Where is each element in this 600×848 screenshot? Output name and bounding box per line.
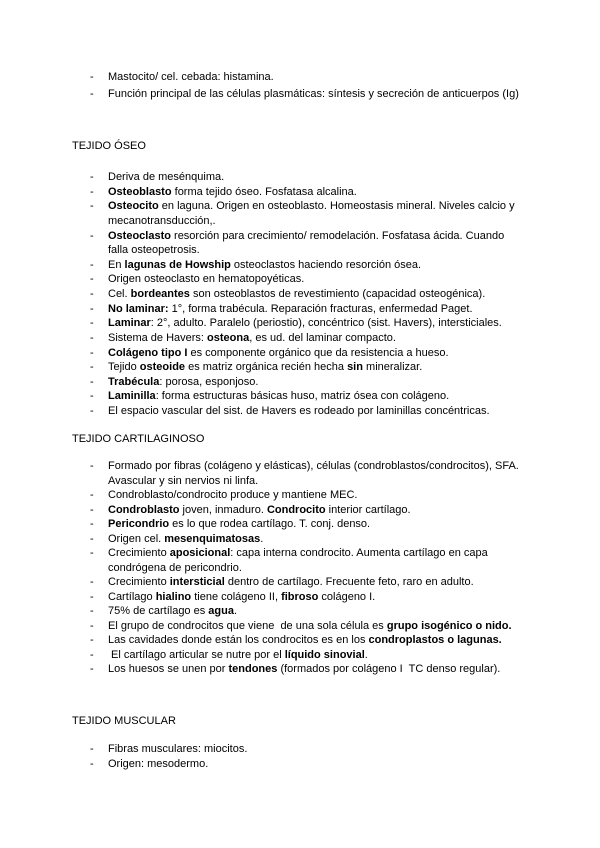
item-line (108, 170, 578, 185)
list-item (90, 302, 578, 317)
item-line (108, 633, 578, 648)
list-item (90, 375, 578, 390)
list-item (90, 662, 578, 677)
bullet-marker: - (90, 258, 94, 271)
item-text: Condroblasto/condrocito produce y mantiene MEC. (108, 489, 358, 501)
bold-term: lagunas de Howship (124, 258, 231, 271)
bold-term: Colágeno tipo I (108, 346, 188, 359)
bullet-marker: - (90, 185, 94, 198)
item-line (108, 360, 578, 375)
item-text: interior cartílago. (325, 503, 411, 516)
item-line (108, 375, 578, 390)
bullet-marker: - (90, 273, 94, 286)
item-text: mineralizar. (362, 361, 423, 374)
item-text: : forma estructuras básicas huso, matriz ósea con colágeno. (155, 390, 450, 403)
bullet-marker: - (90, 171, 94, 183)
section-heading-oseo: TEJIDO ÓSEO (72, 140, 146, 152)
item-text: en laguna. Origen en osteoblasto. Homeostasis mineral. Niveles calcio y (158, 200, 515, 213)
list-item (90, 360, 578, 375)
item-line (108, 243, 578, 258)
list-item (90, 199, 578, 228)
item-text: Cel. (108, 288, 131, 300)
bold-term: sin (347, 361, 363, 374)
bold-term: condroplastos o lagunas. (368, 634, 502, 646)
item-text: Función principal de las células plasmáticas: síntesis y secreción de anticuerpos (Ig) (108, 87, 519, 100)
list-item (90, 272, 578, 287)
bold-term: bordeantes (130, 288, 190, 300)
bold-term: Osteoclasto (108, 229, 171, 242)
item-line (108, 287, 578, 302)
bullet-marker: - (90, 576, 94, 588)
item-text: En (108, 258, 125, 271)
item-text: Mastocito/ cel. cebada: histamina. (108, 71, 274, 83)
item-text: Deriva de mesénquima. (108, 171, 225, 183)
item-line (108, 532, 578, 547)
item-text: Los huesos se unen por (108, 663, 229, 675)
bold-term: Osteocito (108, 200, 159, 213)
list-item (90, 648, 578, 663)
bullet-marker: - (90, 331, 94, 344)
item-line (108, 648, 578, 663)
list-muscular (90, 742, 578, 771)
bold-term: líquido sinovial (284, 648, 365, 661)
item-line (108, 272, 578, 287)
item-text: Origen: mesodermo. (108, 757, 209, 770)
item-line (108, 517, 578, 532)
bold-term: agua (208, 605, 234, 617)
item-text: Formado por fibras (colágeno y elásticas), células (condroblastos/condrocitos), SFA. (108, 460, 519, 472)
item-text: Crecimiento (108, 547, 170, 559)
bold-term: fibroso (281, 590, 319, 603)
list-item (90, 575, 578, 590)
item-line (108, 86, 578, 103)
list-item (90, 346, 578, 361)
bullet-marker: - (90, 634, 94, 646)
bullet-marker: - (90, 288, 94, 300)
item-text: : capa interna condrocito. Aumenta cartílago en capa (230, 547, 488, 559)
list-item (90, 404, 578, 419)
item-line (108, 546, 578, 561)
item-text: 75% de cartílago es (108, 605, 209, 617)
item-line (108, 561, 578, 576)
item-line (108, 258, 578, 273)
item-text: mecanotransducción,. (108, 214, 216, 227)
bold-term: tendones (228, 663, 278, 675)
list-item (90, 742, 578, 757)
item-line (108, 229, 578, 244)
item-line (108, 302, 578, 317)
list-item (90, 229, 578, 258)
item-text: dentro de cartílago. Frecuente feto, raro en adulto. (224, 576, 474, 588)
bold-term: aposicional (169, 547, 231, 559)
bold-term: Osteoblasto (108, 185, 172, 198)
bullet-marker: - (90, 489, 94, 501)
bullet-marker: - (90, 547, 94, 559)
item-line (108, 575, 578, 590)
item-text: El espacio vascular del sist. de Havers es rodeado por laminillas concéntricas. (108, 405, 490, 417)
list-item (90, 287, 578, 302)
bullet-marker: - (90, 619, 94, 632)
item-text: resorción para crecimiento/ remodelación. Fosfatasa ácida. Cuando (170, 229, 505, 242)
bold-term: No laminar: (108, 302, 169, 315)
item-line (108, 331, 578, 346)
bullet-marker: - (90, 302, 94, 315)
bullet-marker: - (90, 361, 94, 374)
list-item (90, 170, 578, 185)
item-line (108, 459, 578, 474)
bullet-marker: - (90, 648, 94, 661)
bullet-marker: - (90, 71, 94, 83)
bullet-marker: - (90, 200, 94, 213)
item-line (108, 214, 578, 229)
bold-term: Condrocito (266, 503, 326, 516)
item-text: forma tejido óseo. Fosfatasa alcalina. (171, 185, 357, 198)
bullet-marker: - (90, 390, 94, 403)
item-text: El cartílago articular se nutre por el (108, 648, 285, 661)
bold-term: Trabécula (108, 375, 160, 388)
item-line (108, 69, 578, 86)
bold-term: grupo isogénico o nido. (386, 619, 512, 632)
item-text: , es ud. del laminar compacto. (249, 331, 396, 344)
list-item (90, 316, 578, 331)
item-line (108, 316, 578, 331)
item-text: es componente orgánico que da resistencia a hueso. (187, 346, 449, 359)
item-text: es matriz orgánica recién hecha (185, 361, 348, 374)
list-item (90, 185, 578, 200)
bullet-marker: - (90, 743, 94, 755)
item-text: Origen osteoclasto en hematopoyéticas. (108, 273, 305, 286)
item-text: : porosa, esponjoso. (159, 375, 259, 388)
item-text: son osteoblastos de revestimiento (capacidad osteogénica). (189, 288, 486, 300)
list-item (90, 604, 578, 619)
bullet-marker: - (90, 503, 94, 516)
bold-term: osteona (207, 331, 250, 344)
bold-term: Pericondrio (108, 518, 170, 530)
item-line (108, 662, 578, 677)
item-text: Las cavidades donde están los condrocitos es en los (108, 634, 369, 646)
item-text: Crecimiento (108, 576, 170, 588)
item-line (108, 619, 578, 634)
bullet-marker: - (90, 663, 94, 675)
item-text: El grupo de condrocitos que viene de una sola célula es (108, 619, 387, 632)
item-line (108, 742, 578, 757)
item-line (108, 604, 578, 619)
bullet-marker: - (90, 405, 94, 417)
section-heading-muscular: TEJIDO MUSCULAR (72, 715, 176, 727)
item-text: Fibras musculares: miocitos. (108, 743, 248, 755)
bold-term: osteoide (139, 361, 186, 374)
item-text: Origen cel. (108, 532, 165, 545)
item-text: (formados por colágeno I TC denso regular). (277, 663, 501, 675)
item-line (108, 404, 578, 419)
list-item (90, 546, 578, 575)
list-item (90, 503, 578, 518)
list-item (90, 590, 578, 605)
section-heading-cartilaginoso: TEJIDO CARTILAGINOSO (72, 433, 205, 445)
list-item (90, 459, 578, 488)
bold-term: intersticial (169, 576, 225, 588)
item-text: . (364, 648, 368, 661)
list-item (90, 389, 578, 404)
item-text: osteoclastos haciendo resorción ósea. (230, 258, 422, 271)
item-text: es lo que rodea cartílago. T. conj. denso. (169, 518, 371, 530)
list-intro (90, 69, 578, 102)
bullet-marker: - (90, 229, 94, 242)
bullet-marker: - (90, 757, 94, 770)
item-text: : 2°, adulto. Paralelo (periostio), concéntrico (sist. Havers), intersticiales. (150, 317, 502, 330)
bullet-marker: - (90, 346, 94, 359)
bold-term: Condroblasto (108, 503, 180, 516)
bullet-marker: - (90, 532, 94, 545)
list-item (90, 633, 578, 648)
list-item (90, 619, 578, 634)
item-line (108, 199, 578, 214)
bold-term: hialino (155, 590, 192, 603)
item-line (108, 474, 578, 489)
item-text: . (233, 605, 238, 617)
item-text: falla osteopetrosis. (108, 244, 200, 257)
item-line (108, 346, 578, 361)
item-text: Sistema de Havers: (108, 331, 208, 344)
item-text: condrógena de pericondrio. (108, 561, 242, 574)
list-item (90, 86, 578, 103)
list-cartilaginoso (90, 459, 578, 677)
bullet-marker: - (90, 460, 94, 472)
list-item (90, 757, 578, 772)
item-text: Cartílago (108, 590, 156, 603)
item-text: joven, inmaduro. (179, 503, 267, 516)
list-item (90, 517, 578, 532)
item-line (108, 185, 578, 200)
item-line (108, 488, 578, 503)
item-text: Avascular y sin nervios ni linfa. (108, 474, 259, 487)
bullet-marker: - (90, 518, 94, 530)
bold-term: Laminilla (108, 390, 156, 403)
item-text: Tejido (108, 361, 140, 374)
bullet-marker: - (90, 605, 94, 617)
list-item (90, 258, 578, 273)
bullet-marker: - (90, 375, 94, 388)
list-item (90, 69, 578, 86)
bold-term: mesenquimatosas (164, 532, 261, 545)
item-text: tiene colágeno II, (191, 590, 282, 603)
bold-term: Laminar (108, 317, 151, 330)
item-text: colágeno I. (318, 590, 376, 603)
list-item (90, 331, 578, 346)
item-line (108, 503, 578, 518)
item-line (108, 757, 578, 772)
list-item (90, 532, 578, 547)
item-line (108, 389, 578, 404)
bullet-marker: - (90, 590, 94, 603)
list-item (90, 488, 578, 503)
list-oseo (90, 170, 578, 419)
bullet-marker: - (90, 87, 94, 100)
item-line (108, 590, 578, 605)
bullet-marker: - (90, 317, 94, 330)
item-text: 1°, forma trabécula. Reparación fracturas, enfermedad Paget. (168, 302, 473, 315)
item-text: . (260, 532, 264, 545)
